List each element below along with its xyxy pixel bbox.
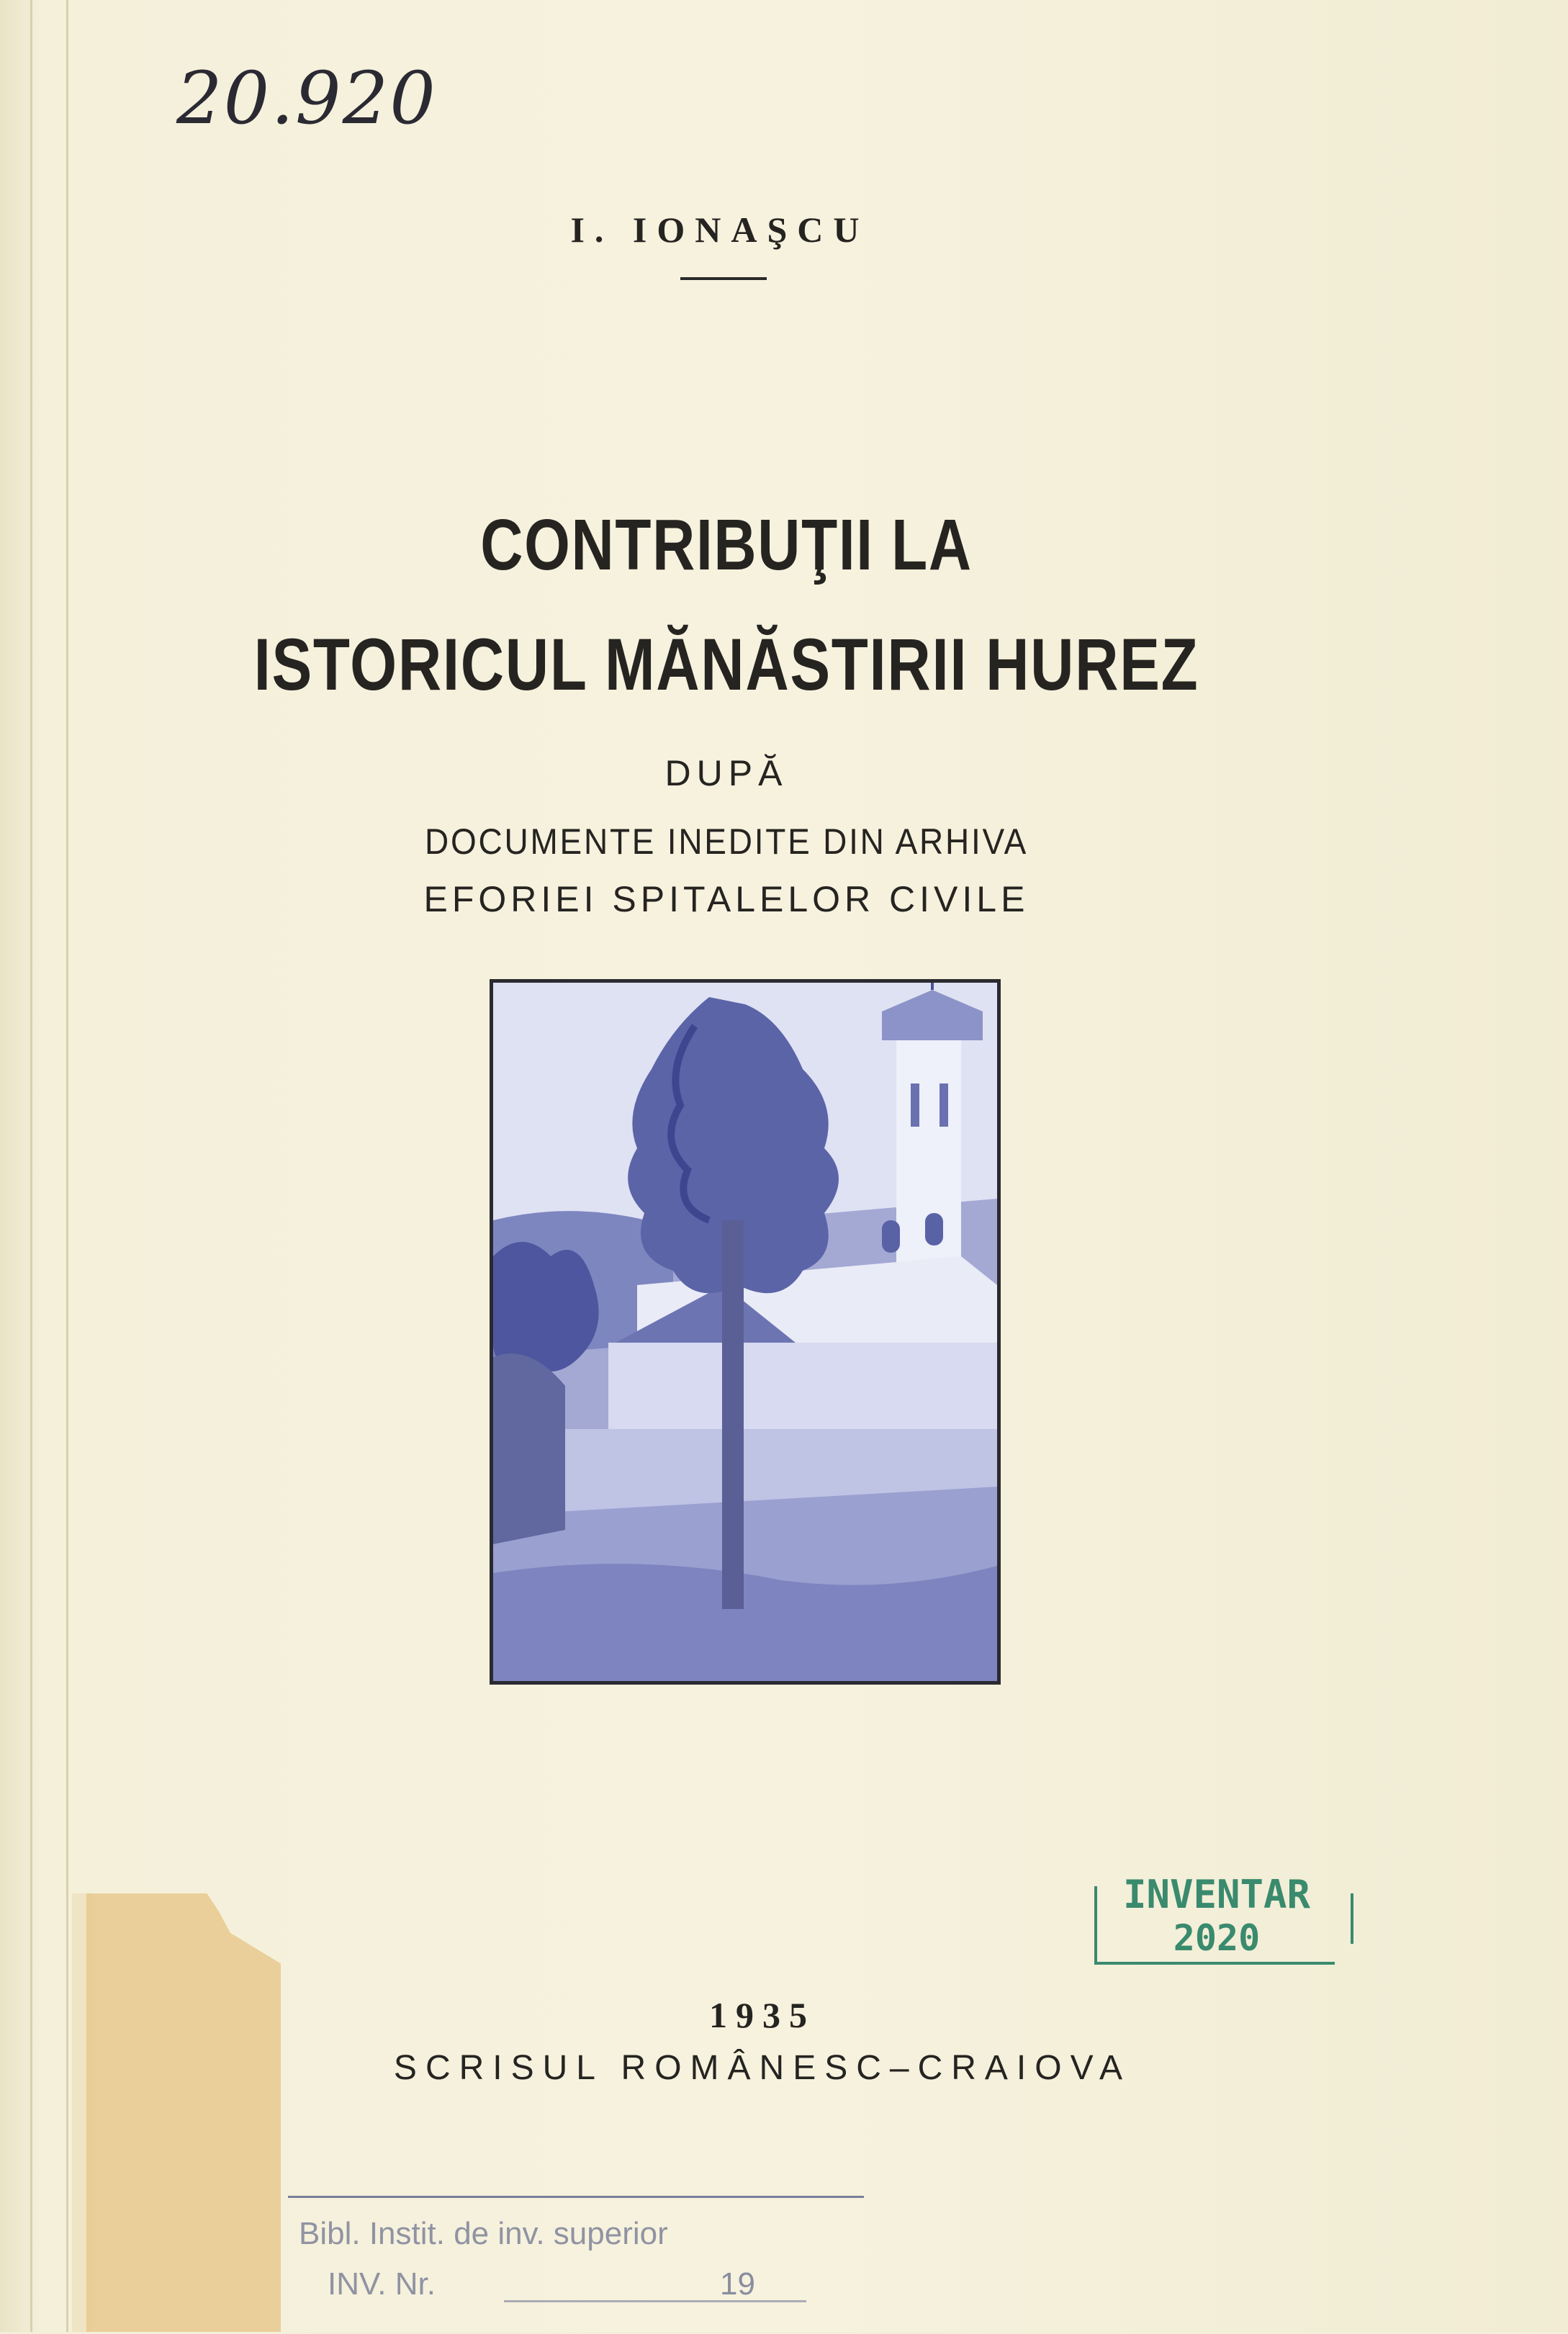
author-name: I. IONAŞCU (570, 209, 870, 250)
stamp-bracket-right (1351, 1893, 1353, 1944)
handwritten-shelf-number: 20.920 (176, 56, 437, 140)
subtitle-line-1: DUPĂ (664, 753, 788, 793)
subtitle-line-2: DOCUMENTE INEDITE DIN ARHIVA (424, 821, 1029, 862)
spine-fold (66, 0, 68, 2332)
library-stamp-number: 19 (720, 2266, 755, 2302)
spine-label-sticker (86, 1893, 281, 2332)
library-stamp-line-2: INV. Nr. (328, 2266, 436, 2302)
inventory-stamp (1080, 1872, 1353, 1965)
monastery-photo (490, 979, 1001, 1685)
spine-edge (30, 0, 32, 2332)
subtitle-line-3: EFORIEI SPITALELOR CIVILE (423, 879, 1029, 919)
inventory-stamp-number: 2020 (1173, 1917, 1261, 1959)
title-line-2: ISTORICUL MĂNĂSTIRII HUREZ (253, 623, 1199, 706)
author-divider (680, 277, 767, 280)
monastery-illustration (493, 983, 997, 1681)
library-stamp (288, 2196, 864, 2334)
title-line-1: CONTRIBUŢII LA (480, 505, 973, 585)
publisher: SCRISUL ROMÂNESC–CRAIOVA (393, 2049, 1132, 2087)
library-stamp-line-1: Bibl. Instit. de inv. superior (299, 2216, 668, 2251)
publication-year: 1935 (709, 1995, 816, 2035)
inventory-stamp-label: INVENTAR (1122, 1872, 1311, 1917)
library-stamp-rule (504, 2300, 806, 2302)
